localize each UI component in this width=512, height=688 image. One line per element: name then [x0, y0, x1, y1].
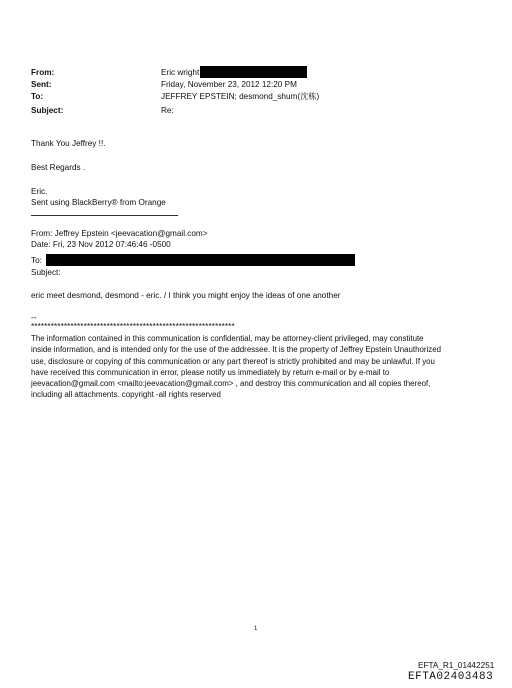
body-signature: Eric. — [31, 187, 48, 196]
from-value: Eric wright — [161, 68, 200, 77]
disclaimer-line: jeevacation@gmail.com <mailto:jeevacation@gmail.com> , and destroy this communication and all copies thereof, — [31, 379, 431, 389]
from-label: From: — [31, 68, 55, 77]
redaction-from — [200, 66, 307, 78]
disclaimer-line: The information contained in this communication is confidential, may be attorney-client privileged, may constitute — [31, 334, 424, 343]
disclaimer-line: inside information, and is intended only for the use of the addressee. It is the property of Jeffrey Epstein Unauthorized — [31, 345, 441, 355]
disclaimer-line: including all attachments. copyright -all rights reserved — [31, 390, 221, 400]
quoted-from: From: Jeffrey Epstein <jeevacation@gmail.com> — [31, 229, 208, 238]
disclaimer-line: use, disclosure or copying of this communication or any part thereof is strictly prohibited and may be unlawful. If you — [31, 356, 435, 366]
page-number: 1 — [254, 626, 258, 632]
bates-number: EFTA02403483 — [408, 671, 494, 683]
body-regards: Best Regards . — [31, 163, 86, 172]
quoted-message: eric meet desmond, desmond - eric. / I think you might enjoy the ideas of one another — [31, 291, 341, 300]
body-thanks: Thank You Jeffrey !!. — [31, 139, 106, 148]
disclaimer-line: have received this communication in error, please notify us immediately by return e-mail or by e-mail to — [31, 367, 390, 377]
quoted-dashes: -- — [31, 313, 37, 322]
quoted-to: To: — [31, 256, 42, 265]
sent-label: Sent: — [31, 80, 52, 89]
redaction-to — [46, 254, 355, 266]
subject-label: Subject: — [31, 106, 64, 115]
separator-rule — [31, 215, 178, 216]
body-device-footer: Sent using BlackBerry® from Orange — [31, 198, 166, 207]
quoted-subject: Subject: — [31, 268, 61, 277]
star-divider: ************************************************************** — [31, 322, 235, 331]
quoted-date: Date: Fri, 23 Nov 2012 07:46:46 -0500 — [31, 240, 171, 249]
bates-number-r1: EFTA_R1_01442251 — [418, 661, 495, 670]
to-value: JEFFREY EPSTEIN; desmond_shum(沈栋) — [161, 92, 320, 101]
disclaimer-paragraph — [31, 333, 486, 401]
subject-value: Re: — [161, 106, 174, 115]
to-label: To: — [31, 92, 44, 101]
sent-value: Friday, November 23, 2012 12:20 PM — [161, 80, 297, 89]
